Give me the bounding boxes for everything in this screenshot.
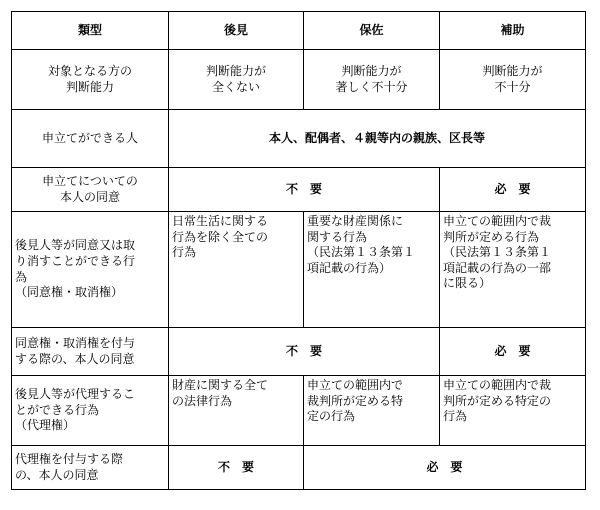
row-agency-label: 後見人等が代理するこ とができる行為 （代理権） [12, 376, 169, 446]
row-grant-consent-label: 同意権・取消権を付与 する際の、本人の同意 [12, 328, 169, 376]
row-grant-consent-hojo: 必 要 [440, 328, 586, 376]
header-kouken: 後見 [169, 12, 304, 50]
row-applicant-label: 申立てができる人 [12, 110, 169, 168]
row-ability-label: 対象となる方の 判断能力 [12, 50, 169, 110]
row-agency [12, 376, 586, 446]
header-type: 類型 [12, 12, 169, 50]
row-grant-consent-kouken-hosa: 不 要 [169, 328, 440, 376]
row-agency-kouken: 財産に関する全て の法律行為 [169, 376, 304, 446]
row-consent-acts-kouken: 日常生活に関する 行為を除く全ての 行為 [169, 212, 304, 328]
row-agency-consent-label: 代理権を付与する際 の、本人の同意 [12, 446, 169, 490]
row-grant-consent [12, 328, 586, 376]
row-applicant [12, 110, 586, 168]
row-consent-acts-hojo: 申立ての範囲内で裁 判所が定める行為 （民法第１３条第１ 項記載の行為の一部 に限る） [440, 212, 586, 328]
header-row [12, 12, 586, 50]
row-ability-hosa: 判断能力が 著しく不十分 [304, 50, 440, 110]
row-consent-petition [12, 168, 586, 212]
guardianship-comparison-table [11, 11, 586, 490]
row-agency-consent [12, 446, 586, 490]
row-ability-kouken: 判断能力が 全くない [169, 50, 304, 110]
row-consent-petition-hojo: 必 要 [440, 168, 586, 212]
header-hojo: 補助 [440, 12, 586, 50]
row-ability [12, 50, 586, 110]
row-ability-hojo: 判断能力が 不十分 [440, 50, 586, 110]
row-applicant-value: 本人、配偶者、４親等内の親族、区長等 [169, 110, 586, 168]
row-agency-hosa: 申立ての範囲内で 裁判所が定める特 定の行為 [304, 376, 440, 446]
row-agency-hojo: 申立ての範囲内で裁 判所が定める特定の 行為 [440, 376, 586, 446]
row-consent-petition-kouken-hosa: 不 要 [169, 168, 440, 212]
header-hosa: 保佐 [304, 12, 440, 50]
row-consent-petition-label: 申立てについての 本人の同意 [12, 168, 169, 212]
row-consent-acts [12, 212, 586, 328]
row-consent-acts-label: 後見人等が同意又は取 り消すことができる行 為 （同意権・取消権） [12, 212, 169, 328]
row-agency-consent-hosa-hojo: 必 要 [304, 446, 586, 490]
row-consent-acts-hosa: 重要な財産関係に 関する行為 （民法第１３条第１ 項記載の行為） [304, 212, 440, 328]
row-agency-consent-kouken: 不 要 [169, 446, 304, 490]
